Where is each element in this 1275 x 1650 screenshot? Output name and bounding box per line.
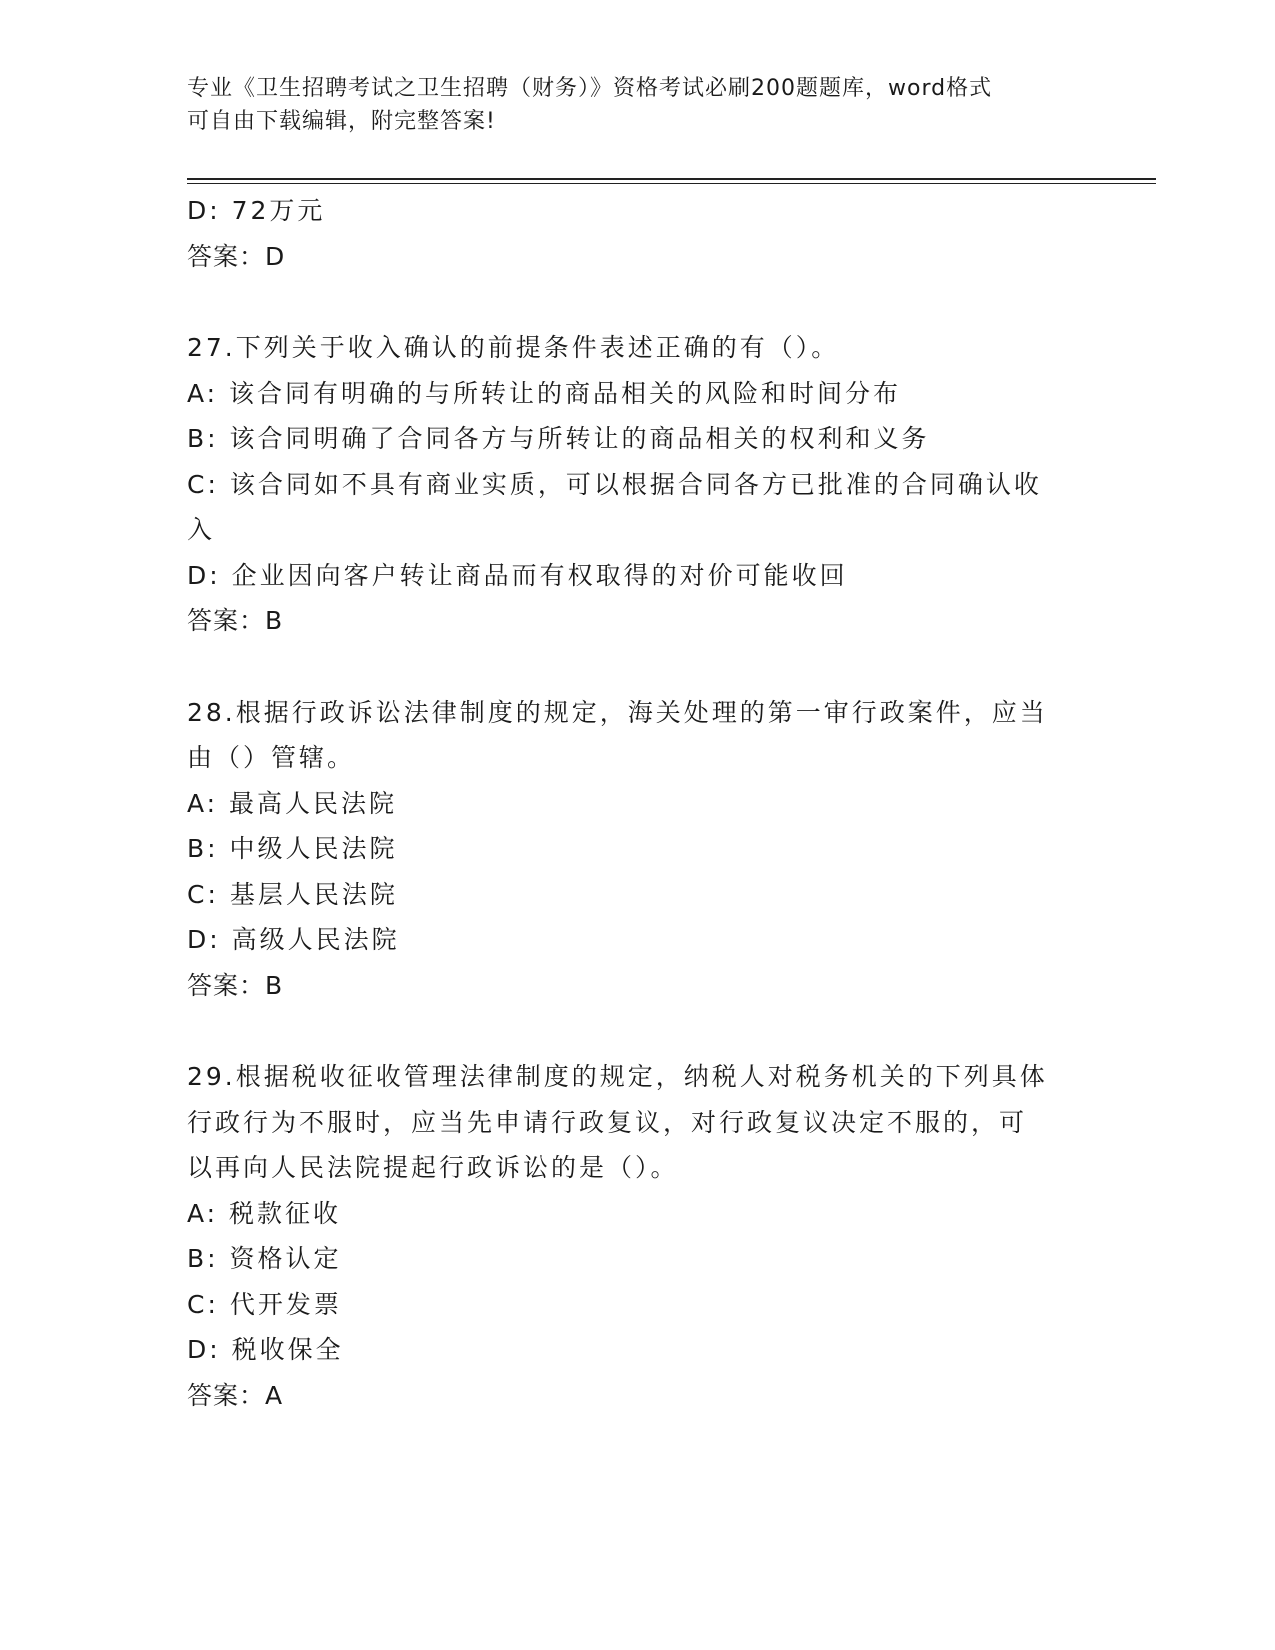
question-28 bbox=[187, 690, 1087, 1009]
header-divider-thick bbox=[187, 178, 1156, 180]
spacer bbox=[187, 644, 1087, 690]
question-stem: 29.根据税收征收管理法律制度的规定，纳税人对税务机关的下列具体 bbox=[187, 1062, 1048, 1091]
prev-option-d: D: 72万元 bbox=[187, 196, 326, 225]
question-stem: 28.根据行政诉讼法律制度的规定，海关处理的第一审行政案件，应当 bbox=[187, 697, 1048, 727]
answer: 答案：B bbox=[187, 970, 284, 1000]
question-29 bbox=[187, 1054, 1087, 1418]
spacer bbox=[187, 1008, 1087, 1054]
option-c: C: 基层人民法院 bbox=[187, 879, 398, 909]
option-c: C: 代开发票 bbox=[187, 1289, 342, 1319]
option-a: A: 最高人民法院 bbox=[187, 788, 398, 818]
question-content bbox=[187, 188, 1087, 1418]
option-b: B: 该合同明确了合同各方与所转让的商品相关的权利和义务 bbox=[187, 424, 930, 453]
answer: 答案：A bbox=[187, 1380, 284, 1410]
header-line-1: 专业《卫生招聘考试之卫生招聘（财务）》资格考试必刷200题题库，word格式 bbox=[187, 76, 993, 101]
option-d: D: 税收保全 bbox=[187, 1335, 344, 1364]
option-d: D: 企业因向客户转让商品而有权取得的对价可能收回 bbox=[187, 560, 848, 590]
answer: 答案：B bbox=[187, 606, 284, 635]
option-c-continued: 入 bbox=[187, 515, 216, 544]
question-stem-continued: 以再向人民法院提起行政诉讼的是（）。 bbox=[187, 1153, 679, 1182]
spacer bbox=[187, 279, 1087, 325]
question-stem-continued: 由（）管辖。 bbox=[187, 743, 356, 772]
option-d: D: 高级人民法院 bbox=[187, 925, 400, 954]
question-stem-continued: 行政行为不服时，应当先申请行政复议，对行政复议决定不服的，可 bbox=[187, 1107, 1028, 1137]
option-a: A: 税款征收 bbox=[187, 1198, 342, 1228]
header-divider-thin bbox=[187, 183, 1156, 184]
question-27 bbox=[187, 325, 1087, 644]
option-b: B: 中级人民法院 bbox=[187, 834, 398, 863]
option-c: C: 该合同如不具有商业实质，可以根据合同各方已批准的合同确认收 bbox=[187, 469, 1042, 499]
option-b: B: 资格认定 bbox=[187, 1244, 342, 1273]
document-header bbox=[187, 72, 1067, 138]
prev-answer: 答案：D bbox=[187, 241, 286, 271]
header-line-2: 可自由下载编辑，附完整答案! bbox=[187, 109, 496, 134]
option-a: A: 该合同有明确的与所转让的商品相关的风险和时间分布 bbox=[187, 378, 902, 408]
question-stem: 27.下列关于收入确认的前提条件表述正确的有（）。 bbox=[187, 333, 840, 362]
